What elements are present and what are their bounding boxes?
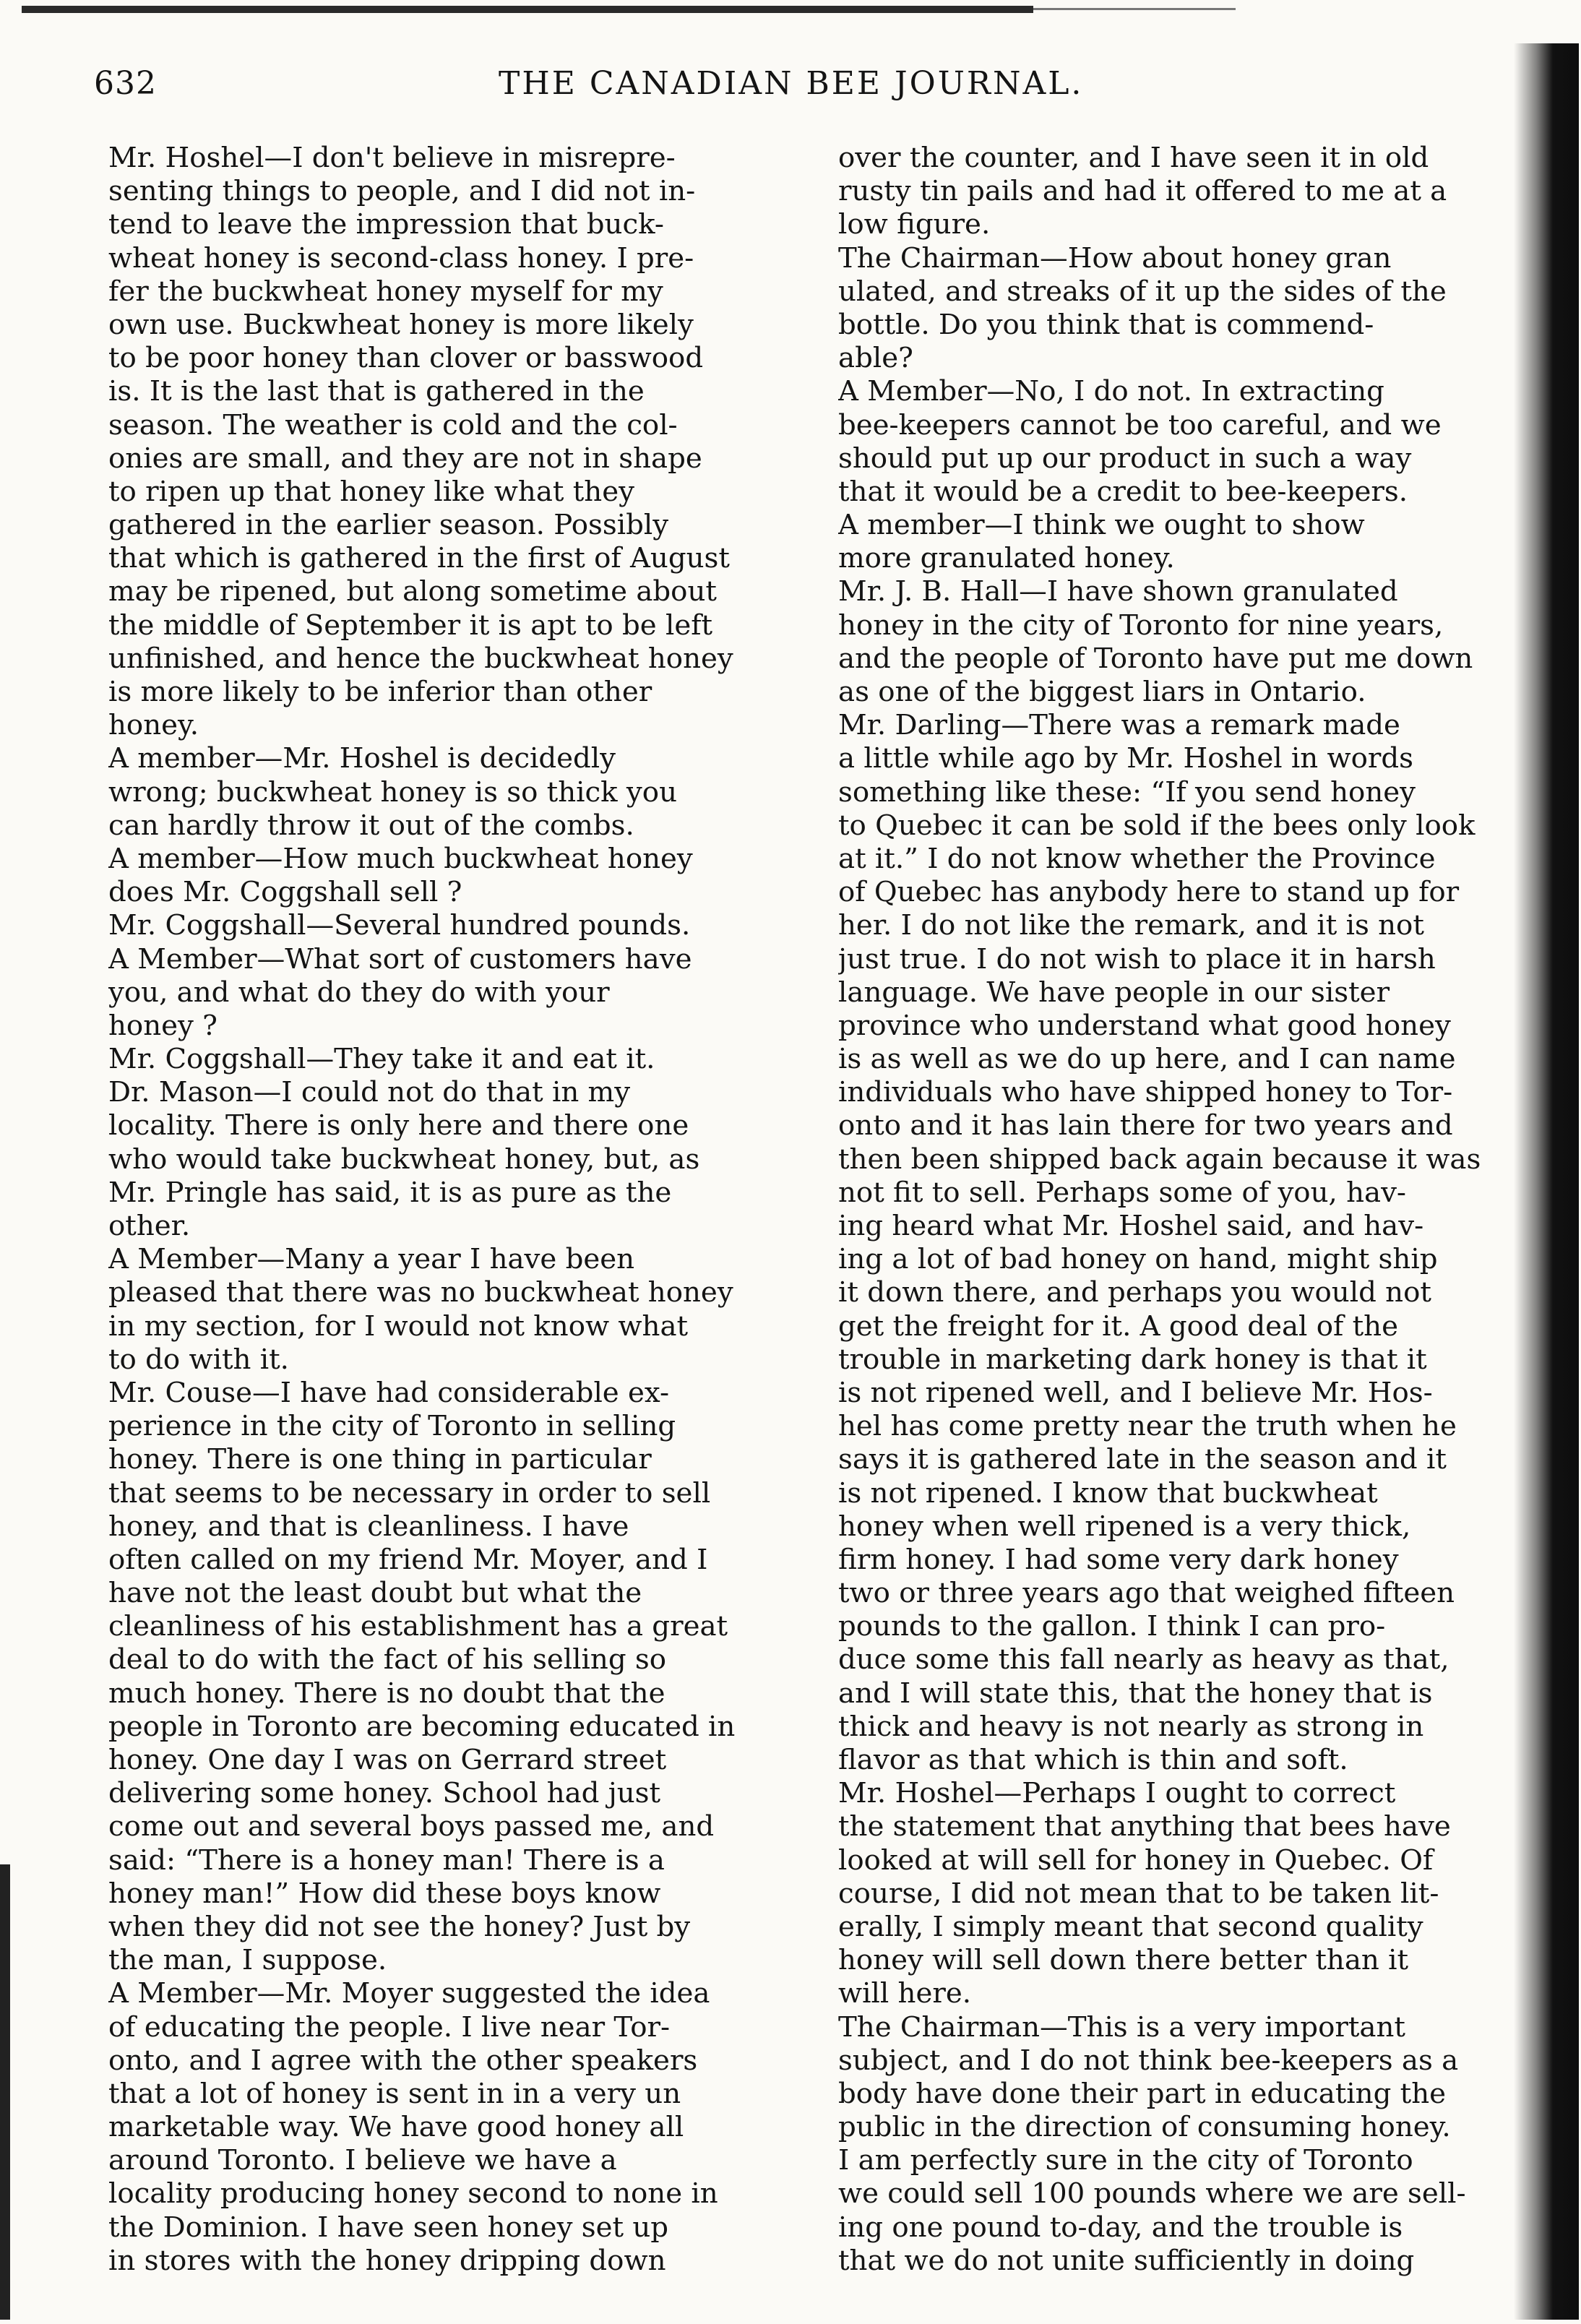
text-line: delivering some honey. School had just [108, 1777, 661, 1810]
text-line: locality producing honey second to none in [108, 2177, 718, 2211]
text-line: that a lot of honey is sent in in a very un [108, 2077, 681, 2110]
text-line: Mr. Hoshel—Perhaps I ought to correct [838, 1777, 1396, 1810]
text-line: is not ripened. I know that buckwheat [838, 1476, 1378, 1510]
text-line: A Member—Mr. Moyer suggested the idea [108, 1977, 710, 2010]
text-line: we could sell 100 pounds where we are sell- [838, 2177, 1466, 2211]
text-line: ing one pound to-day, and the trouble is [838, 2211, 1403, 2244]
text-line: marketable way. We have good honey all [108, 2111, 684, 2144]
text-line: senting things to people, and I did not in- [108, 175, 696, 208]
binding-gutter-shadow [1514, 43, 1579, 2320]
text-line: Mr. J. B. Hall—I have shown granulated [838, 575, 1398, 608]
text-line: ing heard what Mr. Hoshel said, and hav- [838, 1210, 1424, 1242]
page-edge-shadow [0, 1864, 10, 2320]
text-line: that seems to be necessary in order to sell [108, 1476, 711, 1510]
text-line: thick and heavy is not nearly as strong in [838, 1710, 1424, 1743]
text-line: trouble in marketing dark honey is that it [838, 1343, 1427, 1376]
text-line: tend to leave the impression that buck- [108, 208, 664, 241]
text-line: wrong; buckwheat honey is so thick you [108, 775, 677, 809]
text-line: Mr. Coggshall—Several hundred pounds. [108, 909, 691, 942]
text-line: it down there, and perhaps you would not [838, 1276, 1431, 1309]
text-line: is as well as we do up here, and I can name [838, 1043, 1456, 1076]
text-line: bee-keepers cannot be too careful, and we [838, 408, 1442, 442]
text-line: to do with it. [108, 1343, 289, 1376]
text-line: A member—How much buckwheat honey [108, 842, 693, 875]
text-line: over the counter, and I have seen it in old [838, 142, 1429, 174]
text-line: wheat honey is second-class honey. I pre- [108, 241, 694, 275]
text-line: flavor as that which is thin and soft. [838, 1744, 1348, 1776]
text-line: onto and it has lain there for two years and [838, 1109, 1453, 1142]
text-line: may be ripened, but along sometime about [108, 575, 717, 608]
text-line: to Quebec it can be sold if the bees only look [838, 809, 1476, 842]
text-line: honey. [108, 709, 199, 742]
text-line: to ripen up that honey like what they [108, 475, 634, 508]
text-line: much honey. There is no doubt that the [108, 1677, 665, 1710]
text-line: province who understand what good honey [838, 1009, 1451, 1042]
text-line: honey in the city of Toronto for nine years, [838, 608, 1444, 642]
text-line: the Dominion. I have seen honey set up [108, 2211, 669, 2244]
text-line: honey ? [108, 1009, 217, 1042]
text-line: Dr. Mason—I could not do that in my [108, 1076, 631, 1109]
text-line: locality. There is only here and there one [108, 1109, 689, 1142]
text-line: as one of the biggest liars in Ontario. [838, 676, 1366, 708]
text-line: can hardly throw it out of the combs. [108, 809, 634, 842]
text-line: people in Toronto are becoming educated in [108, 1710, 736, 1743]
text-line: to be poor honey than clover or basswood [108, 342, 704, 375]
text-line: gathered in the earlier season. Possibly [108, 509, 669, 542]
text-line: at it.” I do not know whether the Province [838, 842, 1436, 875]
text-line: something like these: “If you send honey [838, 775, 1416, 809]
text-line: often called on my friend Mr. Moyer, and I [108, 1543, 708, 1576]
right-column [838, 142, 1503, 2278]
top-rule [22, 6, 1033, 13]
text-line: other. [108, 1210, 191, 1242]
text-line: says it is gathered late in the season and it [838, 1443, 1447, 1476]
text-line: A member—I think we ought to show [838, 509, 1365, 542]
text-line: in stores with the honey dripping down [108, 2244, 666, 2277]
text-line: more granulated honey. [838, 542, 1175, 575]
text-line: then been shipped back again because it was [838, 1142, 1481, 1176]
text-line: said: “There is a honey man! There is a [108, 1843, 665, 1877]
text-line: own use. Buckwheat honey is more likely [108, 308, 694, 341]
text-line: when they did not see the honey? Just by [108, 1910, 691, 1943]
text-line: A Member—Many a year I have been [108, 1243, 635, 1276]
text-line: honey when well ripened is a very thick, [838, 1510, 1411, 1543]
text-line: The Chairman—This is a very important [838, 2010, 1405, 2044]
text-line: is. It is the last that is gathered in the [108, 375, 645, 408]
text-line: looked at will sell for honey in Quebec. Of [838, 1843, 1434, 1877]
text-line: that it would be a credit to bee-keepers. [838, 475, 1408, 508]
text-line: just true. I do not wish to place it in harsh [838, 942, 1436, 976]
text-line: onto, and I agree with the other speakers [108, 2044, 698, 2077]
text-line: Mr. Pringle has said, it is as pure as the [108, 1176, 672, 1209]
text-line: two or three years ago that weighed fifteen [838, 1577, 1455, 1610]
text-line: pleased that there was no buckwheat honey [108, 1276, 733, 1309]
text-line: will here. [838, 1977, 972, 2010]
text-line: of educating the people. I live near Tor- [108, 2010, 671, 2044]
text-line: low figure. [838, 208, 991, 241]
text-line: the man, I suppose. [108, 1944, 387, 1977]
text-line: I am perfectly sure in the city of Toronto [838, 2144, 1413, 2177]
text-line: subject, and I do not think bee-keepers as a [838, 2044, 1459, 2077]
text-line: Mr. Hoshel—I don't believe in misrepre- [108, 142, 676, 174]
text-line: cleanliness of his establishment has a great [108, 1610, 728, 1643]
left-column [108, 142, 788, 2278]
text-line: pounds to the gallon. I think I can pro- [838, 1610, 1386, 1643]
text-line: A Member—What sort of customers have [108, 942, 692, 976]
top-rule-thin [1033, 8, 1236, 10]
text-line: hel has come pretty near the truth when he [838, 1410, 1457, 1443]
text-line: honey. There is one thing in particular [108, 1443, 652, 1476]
text-line: honey, and that is cleanliness. I have [108, 1510, 629, 1543]
text-line: honey. One day I was on Gerrard street [108, 1744, 667, 1776]
text-line: rusty tin pails and had it offered to me at a [838, 175, 1447, 208]
text-line: come out and several boys passed me, and [108, 1810, 715, 1843]
text-line: honey man!” How did these boys know [108, 1877, 661, 1910]
text-line: firm honey. I had some very dark honey [838, 1543, 1399, 1576]
text-line: erally, I simply meant that second quality [838, 1910, 1423, 1943]
text-line: and the people of Toronto have put me down [838, 642, 1473, 675]
text-line: bottle. Do you think that is commend- [838, 308, 1374, 341]
text-line: duce some this fall nearly as heavy as that, [838, 1643, 1449, 1677]
text-line: The Chairman—How about honey gran [838, 241, 1392, 275]
text-line: around Toronto. I believe we have a [108, 2144, 617, 2177]
text-line: onies are small, and they are not in shape [108, 442, 702, 475]
text-line: should put up our product in such a way [838, 442, 1412, 475]
text-line: the middle of September it is apt to be left [108, 608, 713, 642]
text-line: get the freight for it. A good deal of the [838, 1309, 1398, 1343]
journal-title: THE CANADIAN BEE JOURNAL. [499, 65, 1084, 102]
text-line: public in the direction of consuming honey. [838, 2111, 1451, 2144]
text-line: unfinished, and hence the buckwheat honey [108, 642, 733, 675]
text-line: in my section, for I would not know what [108, 1309, 689, 1343]
text-line: honey will sell down there better than it [838, 1944, 1409, 1977]
text-line: individuals who have shipped honey to Tor- [838, 1076, 1453, 1109]
text-line: A Member—No, I do not. In extracting [838, 375, 1384, 408]
text-line: perience in the city of Toronto in selling [108, 1410, 676, 1443]
text-line: not fit to sell. Perhaps some of you, hav- [838, 1176, 1407, 1209]
text-line: is not ripened well, and I believe Mr. Hos- [838, 1376, 1433, 1409]
text-line: ulated, and streaks of it up the sides of the [838, 275, 1447, 308]
text-line: language. We have people in our sister [838, 976, 1390, 1009]
text-line: that which is gathered in the first of August [108, 542, 730, 575]
running-head [94, 58, 1510, 123]
page-number: 632 [94, 65, 157, 102]
text-line: the statement that anything that bees have [838, 1810, 1451, 1843]
text-line: you, and what do they do with your [108, 976, 610, 1009]
text-line: who would take buckwheat honey, but, as [108, 1142, 700, 1176]
text-line: body have done their part in educating the [838, 2077, 1447, 2110]
text-line: is more likely to be inferior than other [108, 676, 652, 708]
text-line: and I will state this, that the honey that is [838, 1677, 1433, 1710]
text-line: able? [838, 342, 913, 375]
text-line: of Quebec has anybody here to stand up for [838, 876, 1460, 909]
text-line: her. I do not like the remark, and it is not [838, 909, 1424, 942]
text-line: ing a lot of bad honey on hand, might ship [838, 1243, 1438, 1276]
text-line: Mr. Darling—There was a remark made [838, 709, 1400, 742]
text-line: Mr. Couse—I have had considerable ex- [108, 1376, 670, 1409]
text-line: that we do not unite sufficiently in doing [838, 2244, 1415, 2277]
text-line: season. The weather is cold and the col- [108, 408, 678, 442]
text-line: fer the buckwheat honey myself for my [108, 275, 663, 308]
text-line: deal to do with the fact of his selling so [108, 1643, 667, 1677]
text-line: Mr. Coggshall—They take it and eat it. [108, 1043, 655, 1076]
text-line: A member—Mr. Hoshel is decidedly [108, 742, 616, 775]
text-line: have not the least doubt but what the [108, 1577, 642, 1610]
text-line: does Mr. Coggshall sell ? [108, 876, 462, 909]
text-line: course, I did not mean that to be taken lit- [838, 1877, 1439, 1910]
text-line: a little while ago by Mr. Hoshel in words [838, 742, 1414, 775]
